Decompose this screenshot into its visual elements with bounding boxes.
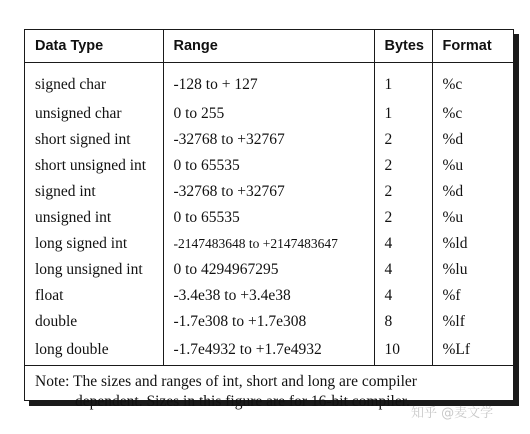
data-types-table <box>25 30 513 418</box>
cell-format: %c <box>442 76 463 93</box>
cell-range: -3.4e38 to +3.4e38 <box>163 283 374 309</box>
cell-bytes: 2 <box>374 153 432 179</box>
table-row <box>25 309 513 335</box>
note-line-2: dependent. Sizes in this figure are for 16-bit compiler. <box>75 393 410 410</box>
header-data-type: Data Type <box>25 30 163 63</box>
table-row <box>25 283 513 309</box>
table-row <box>25 63 513 102</box>
cell-data-type: short unsigned int <box>25 153 163 179</box>
cell-data-type: short signed int <box>25 127 163 153</box>
table-header-row <box>25 30 513 63</box>
cell-range: -2147483648 to +2147483647 <box>163 231 374 257</box>
cell-bytes: 1 <box>374 63 432 102</box>
cell-format: %ld <box>442 235 468 252</box>
watermark-text: 知乎 @麦文学 <box>411 406 494 421</box>
header-range: Range <box>163 30 374 63</box>
note-line-1: Note: The sizes and ranges of int, short and long are compiler <box>35 373 417 390</box>
cell-range: -1.7e4932 to +1.7e4932 <box>163 335 374 366</box>
cell-bytes: 2 <box>374 205 432 231</box>
table-row <box>25 179 513 205</box>
cell-data-type: long unsigned int <box>25 257 163 283</box>
table-row <box>25 335 513 366</box>
table-row <box>25 257 513 283</box>
cell-data-type: long signed int <box>25 231 163 257</box>
table-row <box>25 153 513 179</box>
cell-bytes: 8 <box>374 309 432 335</box>
cell-format: %Lf <box>442 341 471 358</box>
cell-format: %lf <box>442 313 465 330</box>
cell-range: 0 to 255 <box>163 101 374 127</box>
cell-format: %d <box>442 183 464 200</box>
table-row <box>25 127 513 153</box>
cell-bytes: 4 <box>374 257 432 283</box>
table-row <box>25 231 513 257</box>
data-types-table-frame <box>24 29 514 410</box>
cell-range: -32768 to +32767 <box>163 179 374 205</box>
header-bytes: Bytes <box>374 30 432 63</box>
cell-bytes: 1 <box>374 101 432 127</box>
cell-format: %lu <box>442 261 468 278</box>
cell-bytes: 2 <box>374 127 432 153</box>
cell-format: %c <box>442 105 463 122</box>
cell-data-type: unsigned char <box>25 101 163 127</box>
cell-range: 0 to 65535 <box>163 205 374 231</box>
table-row <box>25 101 513 127</box>
cell-bytes: 4 <box>374 283 432 309</box>
header-format: Format <box>432 30 513 63</box>
cell-data-type: long double <box>25 335 163 366</box>
cell-range: -128 to + 127 <box>163 63 374 102</box>
cell-range: 0 to 65535 <box>163 153 374 179</box>
cell-range: 0 to 4294967295 <box>163 257 374 283</box>
cell-bytes: 2 <box>374 179 432 205</box>
cell-format: %u <box>442 209 464 226</box>
cell-bytes: 10 <box>374 335 432 366</box>
cell-data-type: unsigned int <box>25 205 163 231</box>
cell-data-type: signed int <box>25 179 163 205</box>
cell-format: %d <box>442 131 464 148</box>
cell-bytes: 4 <box>374 231 432 257</box>
cell-format: %f <box>442 287 461 304</box>
cell-range: -1.7e308 to +1.7e308 <box>163 309 374 335</box>
cell-data-type: float <box>25 283 163 309</box>
cell-format: %u <box>442 157 464 174</box>
cell-data-type: double <box>25 309 163 335</box>
table-row <box>25 205 513 231</box>
cell-data-type: signed char <box>25 63 163 102</box>
cell-range: -32768 to +32767 <box>163 127 374 153</box>
